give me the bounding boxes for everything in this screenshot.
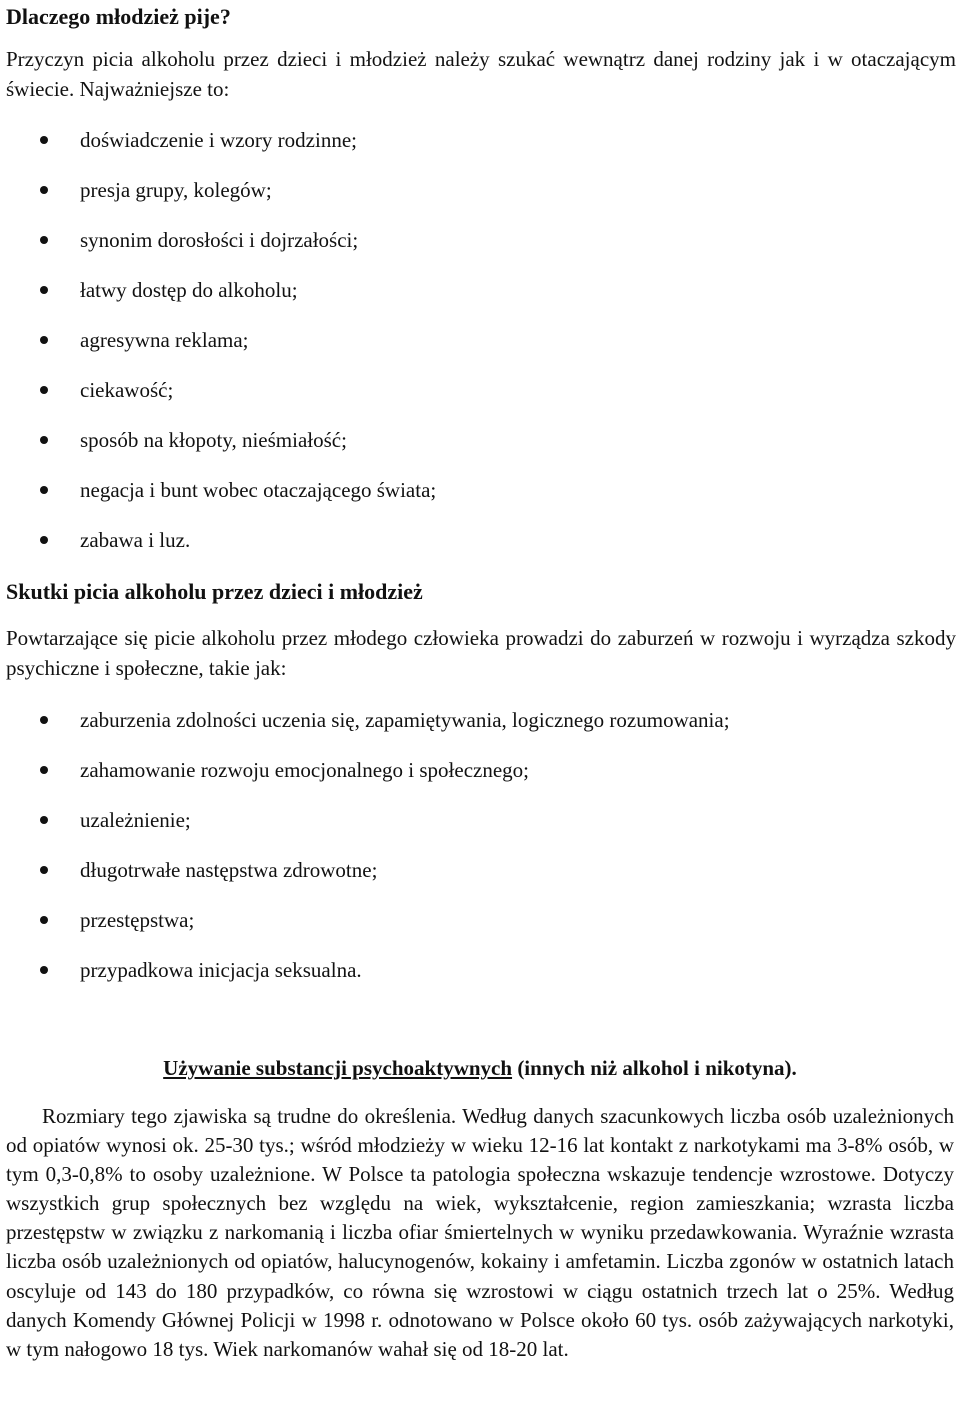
bullet-icon [40,536,48,544]
document-page: Dlaczego młodzież pije? Przyczyn picia alkoholu przez dzieci i młodzież należy szukać wewnątrz danej rodziny jak i w otaczającym świecie. Najważniejsze to: doświadczenie i wzory rodzinne; presja grupy, kolegów; synonim dorosłości i dojrzałości; łatwy dostęp do alkoholu; agresywna reklama; ciekawość; sposób na kłopoty, nieśmiałość; negacja i bunt wobec otaczającego świata; zabawa i luz. Skutki picia alkoholu przez dzieci i młodzież Powtarzające się picie alkoholu przez młodego człowieka prowadzi do zaburzeń w rozwoju i wyrządza szkody psychiczne i społeczne, takie jak: zaburzenia zdolności uczenia się, zapamiętywania, logicznego rozumowania; zahamowanie rozwoju emocjonalnego i społecznego; uzależnienie; długotrwałe następstwa zdrowotne; przestępstwa; przypadkowa inicjacja seksualna. Używanie substancji psychoaktywnych (innych niż alkohol i nikotyna). Rozmiary tego zjawiska są trudne do określenia. Według danych szacunkowych liczba osób uzależnionych od opiatów wynosi ok. 25-30 tys.; wśród młodzieży w wieku 12-16 lat kontakt z narkotykami ma 3-8% osób, w tym 0,3-0,8% to osoby uzależnione. W Polsce ta patologia społeczna wskazuje tendencje wzrostowe. Dotyczy wszystkich grup społecznych bez względu na wiek, wykształcenie, region zamieszkania; wzrasta liczba przestępstw w związku z narkomanią i liczba ofiar śmiertelnych w wyniku przedawkowania. Wyraźnie wzrasta liczba osób uzależnionych od opiatów, halucynogenów, kokainy i amfetamin. Liczba zgonów w ostatnich latach oscyluje od 143 do 180 przypadków, co równa się wzrostowi w ciągu ostatnich trzech lat o 25%. Według danych Komendy Głównej Policji w 1998 r. odnotowano w Polsce około 60 tys. osób zażywających narkotyki, w tym nałogowo 18 tys. Wiek narkomanów wahał się od 18-20 lat. [0,0,960,1424]
bullet-icon [40,486,48,494]
section-heading-substances [0,1054,960,1082]
bullet-icon [40,916,48,924]
substances-paragraph: Rozmiary tego zjawiska są trudne do określenia. Według danych szacunkowych liczba osób uzależnionych od opiatów wynosi ok. 25-30 tys.; wśród młodzieży w wieku 12-16 lat kontakt z narkotykami ma 3-8% osób, w tym 0,3-0,8% to osoby uzależnione. W Polsce ta patologia społeczna wskazuje tendencje wzrostowe. Dotyczy wszystkich grup społecznych bez względu na wiek, wykształcenie, region zamieszkania; wzrasta liczba przestępstw w związku z narkomanią i liczba ofiar śmiertelnych w wyniku przedawkowania. Wyraźnie wzrasta liczba osób uzależnionych od opiatów, halucynogenów, kokainy i amfetamin. Liczba zgonów w ostatnich latach oscyluje od 143 do 180 przypadków, co równa się wzrostowi w ciągu ostatnich trzech lat o 25%. Według danych Komendy Głównej Policji w 1998 r. odnotowano w Polsce około 60 tys. osób zażywających narkotyki, w tym nałogowo 18 tys. Wiek narkomanów wahał się od 18-20 lat. [6,1104,954,1361]
bullet-icon [40,286,48,294]
section-heading-effects: Skutki picia alkoholu przez dzieci i młodzież [6,579,423,604]
intro-paragraph-effects: Powtarzające się picie alkoholu przez młodego człowieka prowadzi do zaburzeń w rozwoju i wyrządza szkody psychiczne i społeczne, takie jak: [6,626,956,680]
bullet-icon [40,966,48,974]
bullet-icon [40,236,48,244]
bullet-icon [40,186,48,194]
bullet-icon [40,766,48,774]
section-heading-underlined: Używanie substancji psychoaktywnych [163,1056,513,1080]
intro-paragraph-causes: Przyczyn picia alkoholu przez dzieci i młodzież należy szukać wewnątrz danej rodziny jak i w otaczającym świecie. Najważniejsze to: [6,47,956,101]
bullet-icon [40,866,48,874]
section-heading-rest: (innych niż alkohol i nikotyna). [512,1056,797,1080]
bullet-icon [40,716,48,724]
bullet-icon [40,336,48,344]
section-heading-why-drink: Dlaczego młodzież pije? [6,4,231,29]
bullet-icon [40,386,48,394]
bullet-icon [40,816,48,824]
bullet-icon [40,136,48,144]
bullet-icon [40,436,48,444]
